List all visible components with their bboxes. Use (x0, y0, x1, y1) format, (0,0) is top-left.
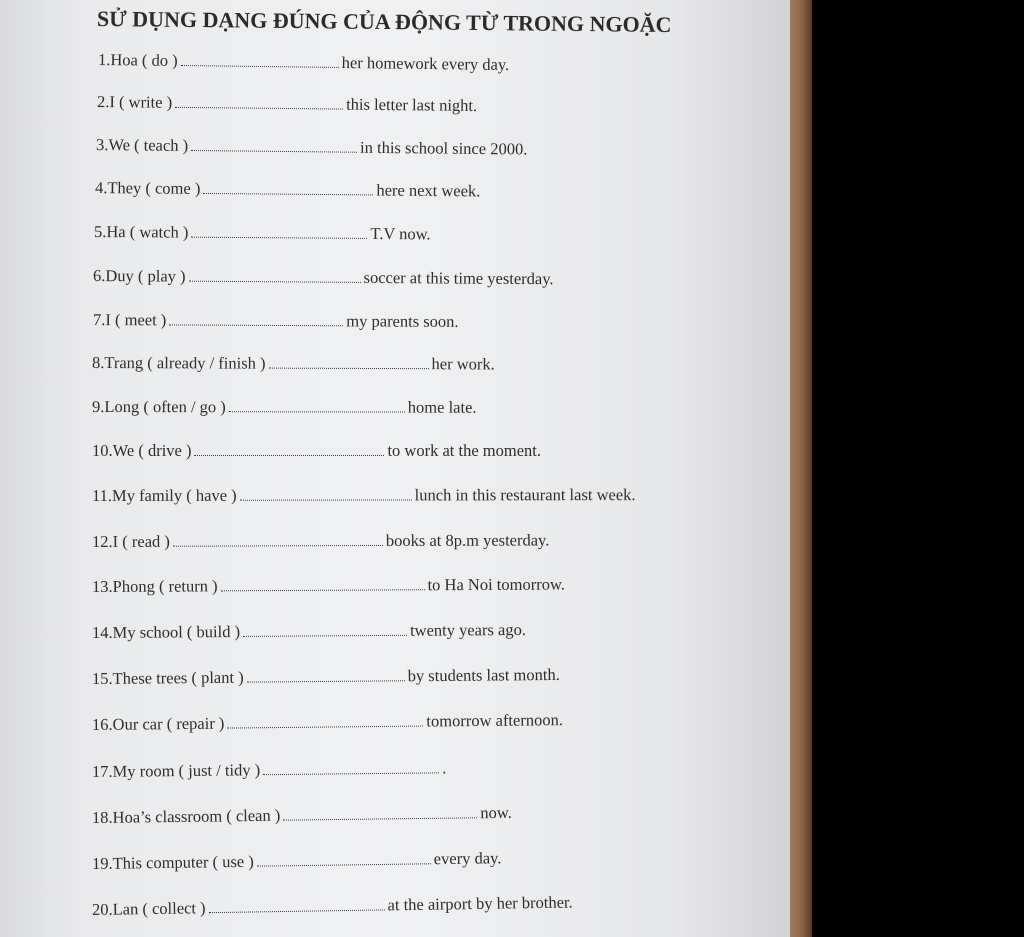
question-prompt: 12.I ( read ) (91, 531, 170, 551)
answer-blank[interactable] (191, 146, 357, 153)
question-prompt: 6.Duy ( play ) (92, 266, 186, 286)
question-completion: to Ha Noi tomorrow. (427, 574, 565, 595)
question-prompt: 10.We ( drive ) (92, 441, 192, 460)
question-17 (92, 758, 447, 782)
question-prompt: 1.Hoa ( do ) (97, 50, 178, 70)
question-19 (92, 848, 502, 874)
question-prompt: 2.I ( write ) (96, 92, 173, 112)
question-13 (92, 575, 565, 597)
question-8 (92, 353, 495, 374)
question-completion: books at 8p.m yesterday. (385, 530, 550, 550)
answer-blank[interactable] (243, 631, 407, 637)
question-4 (95, 178, 481, 201)
question-completion: in this school since 2000. (360, 137, 528, 159)
question-prompt: 11.My family ( have ) (91, 485, 237, 505)
question-completion: my parents soon. (346, 311, 459, 331)
question-prompt: 3.We ( teach ) (95, 135, 189, 155)
question-completion: her work. (431, 354, 495, 374)
question-prompt: 8.Trang ( already / finish ) (91, 353, 266, 373)
question-7 (93, 310, 459, 332)
answer-blank[interactable] (269, 364, 429, 370)
answer-blank[interactable] (209, 905, 385, 913)
answer-blank[interactable] (283, 813, 477, 820)
question-completion: twenty years ago. (409, 619, 527, 640)
question-completion: this letter last night. (346, 94, 478, 115)
question-prompt: 14.My school ( build ) (91, 621, 241, 642)
answer-blank[interactable] (263, 768, 439, 775)
question-completion: at the airport by her brother. (387, 892, 573, 915)
question-completion: to work at the moment. (387, 441, 541, 460)
question-6 (93, 266, 554, 289)
question-15 (92, 665, 560, 689)
question-2 (97, 92, 477, 116)
question-completion: here next week. (376, 180, 481, 201)
answer-blank[interactable] (169, 320, 343, 326)
question-18 (92, 803, 512, 828)
answer-blank[interactable] (247, 676, 405, 682)
question-prompt: 20.Lan ( collect ) (91, 898, 206, 919)
worksheet-title: SỬ DỤNG DẠNG ĐÚNG CỦA ĐỘNG TỪ TRONG NGOẶC (96, 6, 672, 38)
question-prompt: 9.Long ( often / go ) (91, 397, 226, 417)
answer-blank[interactable] (257, 859, 431, 866)
question-20 (92, 892, 573, 920)
answer-blank[interactable] (229, 407, 405, 412)
question-completion: now. (480, 802, 512, 823)
answer-blank[interactable] (240, 495, 412, 500)
answer-blank[interactable] (175, 103, 343, 110)
question-prompt: 13.Phong ( return ) (91, 576, 218, 596)
question-completion: T.V now. (370, 223, 431, 244)
question-prompt: 17.My room ( just / tidy ) (91, 760, 261, 781)
question-16 (92, 710, 563, 735)
question-completion: lunch in this restaurant last week. (414, 485, 636, 505)
question-completion: . (442, 758, 447, 778)
question-prompt: 4.They ( come ) (94, 178, 201, 198)
question-completion: her homework every day. (341, 52, 510, 75)
question-1 (98, 50, 509, 75)
question-12 (92, 530, 549, 552)
answer-blank[interactable] (194, 451, 384, 456)
question-prompt: 18.Hoa’s classroom ( clean ) (91, 805, 281, 827)
question-5 (94, 222, 431, 244)
answer-blank[interactable] (191, 233, 367, 239)
answer-blank[interactable] (221, 585, 425, 591)
question-prompt: 15.These trees ( plant ) (91, 667, 244, 688)
question-9 (92, 397, 477, 418)
question-prompt: 5.Ha ( watch ) (93, 222, 189, 242)
question-prompt: 19.This computer ( use ) (91, 851, 254, 873)
question-3 (96, 135, 528, 160)
answer-blank[interactable] (173, 541, 383, 547)
question-11 (92, 485, 636, 506)
answer-blank[interactable] (181, 61, 339, 68)
question-completion: home late. (407, 397, 477, 417)
question-completion: soccer at this time yesterday. (363, 267, 554, 289)
question-14 (92, 620, 526, 643)
question-completion: by students last month. (407, 664, 560, 686)
question-10 (92, 441, 541, 461)
answer-blank[interactable] (227, 722, 423, 729)
answer-blank[interactable] (189, 277, 361, 283)
question-prompt: 16.Our car ( repair ) (91, 713, 225, 734)
question-completion: every day. (433, 848, 502, 869)
question-completion: tomorrow afternoon. (426, 710, 564, 731)
question-prompt: 7.I ( meet ) (92, 310, 167, 330)
answer-blank[interactable] (203, 189, 373, 195)
